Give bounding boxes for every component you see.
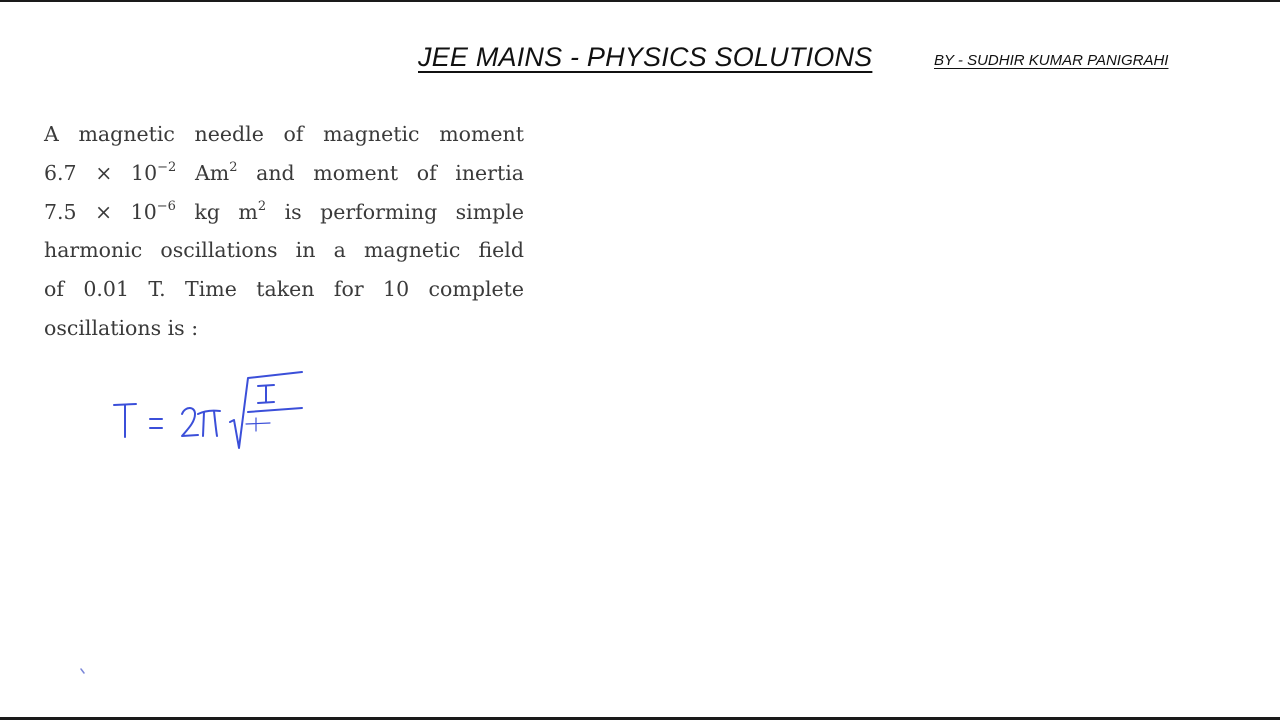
author-credit: BY - SUDHIR KUMAR PANIGRAHI [934, 52, 1169, 69]
question-text [44, 115, 524, 348]
question-line-2: $6.7 \times 10^{-2}$ Am$^2$ and moment of inertia [44, 159, 524, 185]
question-line-3: $7.5 \times 10^{-6}$ kg $m^2$ is performing simple [44, 198, 524, 224]
question-line-4: harmonic oscillations in a magnetic field [44, 238, 524, 263]
page-title: JEE MAINS - PHYSICS SOLUTIONS [418, 42, 873, 72]
question-line-6: oscillations is : [44, 315, 199, 340]
handwritten-formula [100, 360, 330, 460]
question-line-5: of 0.01 T. Time taken for 10 complete [44, 277, 524, 302]
question-line-1: A magnetic needle of magnetic moment [44, 122, 524, 146]
stray-ink-mark [78, 666, 90, 678]
top-border [0, 0, 1280, 2]
formula-strokes [114, 372, 302, 448]
